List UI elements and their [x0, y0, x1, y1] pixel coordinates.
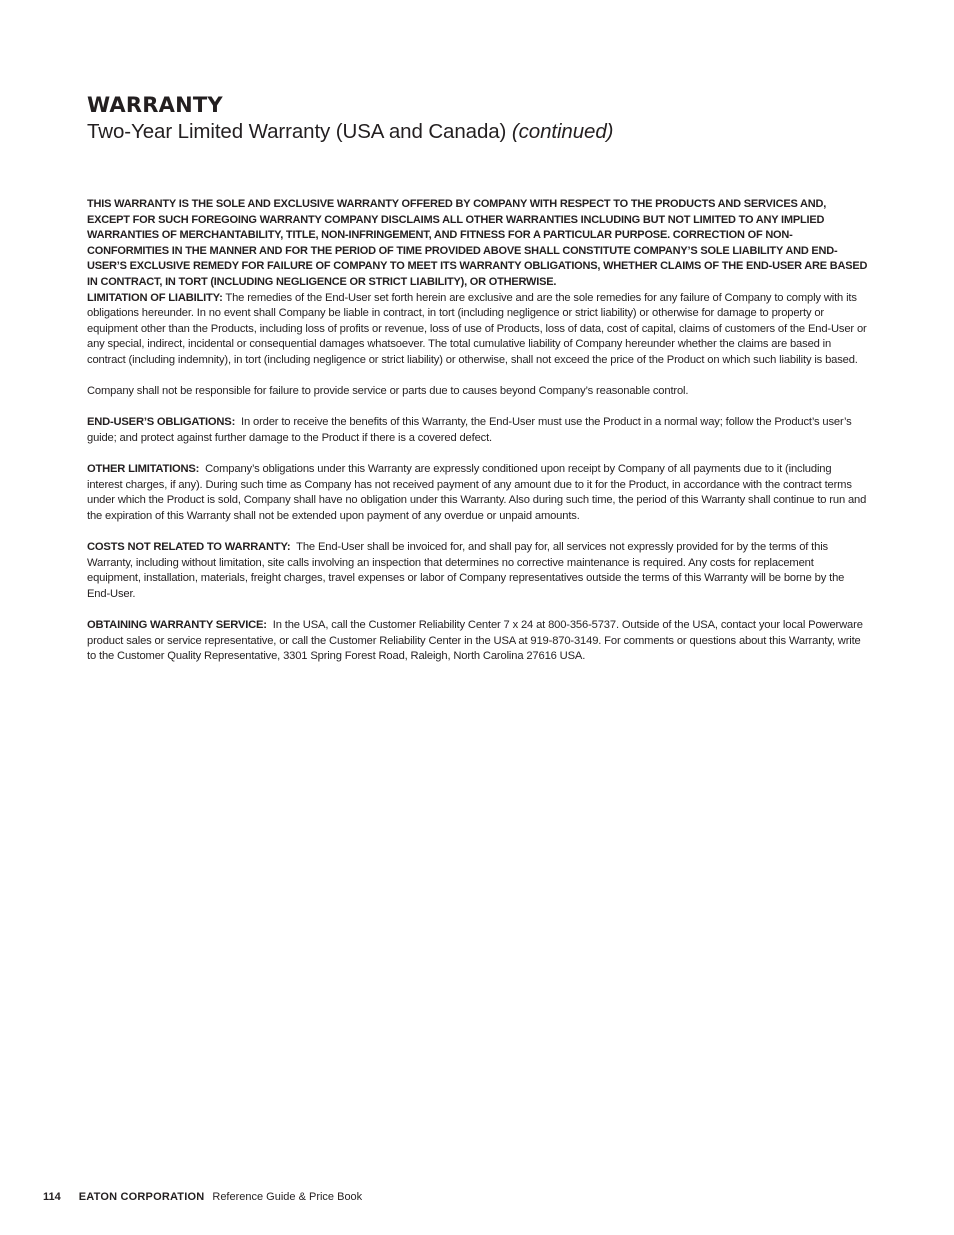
section-title: WARRANTY — [87, 93, 223, 117]
end-user-obligations-heading: END-USER’S OBLIGATIONS: — [87, 416, 236, 429]
force-majeure-paragraph: Company shall not be responsible for failure to provide service or parts due to causes beyond Company’s reasonable control. — [87, 385, 689, 398]
page-subtitle — [87, 119, 887, 145]
limitation-of-liability-paragraph — [87, 291, 869, 369]
footer-company: EATON CORPORATION — [78, 1191, 205, 1203]
obtaining-service-heading: OBTAINING WARRANTY SERVICE: — [87, 619, 267, 632]
subtitle-text: Two-Year Limited Warranty (USA and Canada) — [87, 120, 507, 143]
page-header — [87, 92, 887, 145]
obtaining-service-paragraph — [87, 618, 869, 665]
other-limitations-text: Company’s obligations under this Warranty are expressly conditioned upon receipt by Company of all payments due to it (including interest charges, if any). During such time as Company has not received payment of any amount due to it for the Product, in accordance with the contract terms under which the Product is sold, Company shall have no obligation under this Warranty. Also during such time, the period of this Warranty shall continue to run and the expiration of this Warranty shall not be extended upon payment of any overdue or unpaid amounts. — [87, 463, 867, 522]
costs-not-related-paragraph — [87, 540, 869, 602]
subtitle-continued: (continued) — [511, 120, 614, 143]
warranty-body — [87, 197, 869, 680]
other-limitations-paragraph — [87, 462, 869, 524]
page-footer — [43, 1190, 362, 1204]
footer-publication: Reference Guide & Price Book — [212, 1191, 363, 1203]
other-limitations-heading: OTHER LIMITATIONS: — [87, 463, 200, 476]
exclusive-warranty-paragraph: THIS WARRANTY IS THE SOLE AND EXCLUSIVE WARRANTY OFFERED BY COMPANY WITH RESPECT TO THE PRODUCTS AND SERVICES AND, EXCEPT FOR SUCH FOREGOING WARRANTY COMPANY DISCLAIMS ALL OTHER WARRANTIES INCLUDING BUT NOT LIMITED TO ANY IMPLIED WARRANTIES OF MERCHANTABILITY, TITLE, NON-INFRINGEMENT, AND FITNESS FOR A PARTICULAR PURPOSE. CORRECTION OF NON-CONFORMITIES IN THE MANNER AND FOR THE PERIOD OF TIME PROVIDED ABOVE SHALL CONSTITUTE COMPANY’S SOLE LIABILITY AND END-USER’S EXCLUSIVE REMEDY FOR FAILURE OF COMPANY TO MEET ITS WARRANTY OBLIGATIONS, WHETHER CLAIMS OF THE END-USER ARE BASED IN CONTRACT, IN TORT (INCLUDING NEGLIGENCE OR STRICT LIABILITY), OR OTHERWISE. — [87, 198, 868, 288]
obtaining-service-text: In the USA, call the Customer Reliability Center 7 x 24 at 800-356-5737. Outside of the USA, contact your local Powerware product sales or service representative, or call the Customer Reliability Center in the USA at 919-870-3149. For comments or questions about this Warranty, write to the Customer Quality Representative, 3301 Spring Forest Road, Raleigh, North Carolina 27616 USA. — [87, 619, 863, 663]
costs-not-related-text: The End-User shall be invoiced for, and shall pay for, all services not expressly provided for by the terms of this Warranty, including without limitation, site calls involving an inspection that determines no corrective maintenance is required. Any costs for replacement equipment, installation, materials, freight charges, travel expenses or labor of Company representatives outside the terms of this Warranty will be borne by the End-User. — [87, 541, 845, 600]
end-user-obligations-paragraph — [87, 415, 869, 446]
page-number: 114 — [43, 1191, 61, 1203]
limitation-of-liability-heading: LIMITATION OF LIABILITY: — [87, 291, 223, 304]
limitation-of-liability-text: The remedies of the End-User set forth herein are exclusive and are the sole remedies for any failure of Company to comply with its obligations hereunder. In no event shall Company be liable in contract, in tort (including negligence or strict liability) or otherwise for damage to property or equipment other than the Products, including loss of profits or revenue, loss of use of Products, loss of data, cost of capital, claims of customers of the End-User or any special, indirect, incidental or consequential damages whatsoever. The total cumulative liability of Company hereunder whether the claims are based in contract (including indemnity), in tort (including negligence or strict liability) or otherwise, shall not exceed the price of the Product on which such liability is based. — [87, 291, 867, 366]
costs-not-related-heading: COSTS NOT RELATED TO WARRANTY: — [87, 541, 291, 554]
end-user-obligations-text: In order to receive the benefits of this Warranty, the End-User must use the Product in a normal way; follow the Product’s user’s guide; and protect against further damage to the Product if there is a covered defect. — [87, 416, 852, 444]
